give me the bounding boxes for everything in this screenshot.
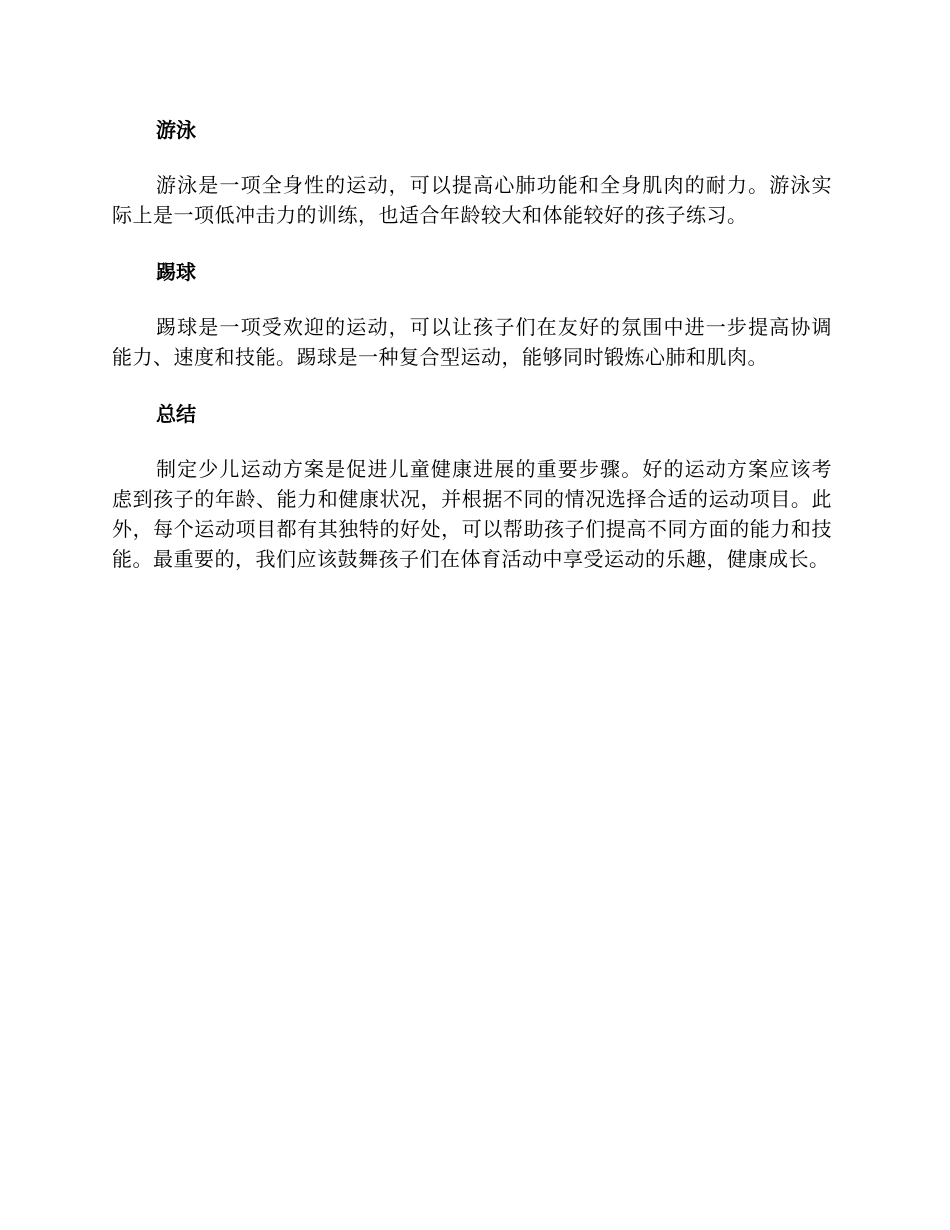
document-page — [112, 112, 832, 574]
section-paragraph-football: 踢球是一项受欢迎的运动，可以让孩子们在友好的氛围中进一步提高协调能力、速度和技能。踢球是一种复合型运动，能够同时锻炼心肺和肌肉。 — [112, 315, 832, 369]
section-heading-swimming: 游泳 — [156, 118, 196, 142]
section-heading-football: 踢球 — [156, 260, 196, 284]
section-paragraph-swimming: 游泳是一项全身性的运动，可以提高心肺功能和全身肌肉的耐力。游泳实际上是一项低冲击力的训练，也适合年龄较大和体能较好的孩子练习。 — [112, 173, 832, 227]
section-paragraph-summary: 制定少儿运动方案是促进儿童健康进展的重要步骤。好的运动方案应该考虑到孩子的年龄、能力和健康状况，并根据不同的情况选择合适的运动项目。此外，每个运动项目都有其独特的好处，可以帮助孩子们提高不同方面的能力和技能。最重要的，我们应该鼓舞孩子们在体育活动中享受运动的乐趣，健康成长。 — [112, 457, 832, 571]
section-heading-summary: 总结 — [156, 402, 196, 426]
